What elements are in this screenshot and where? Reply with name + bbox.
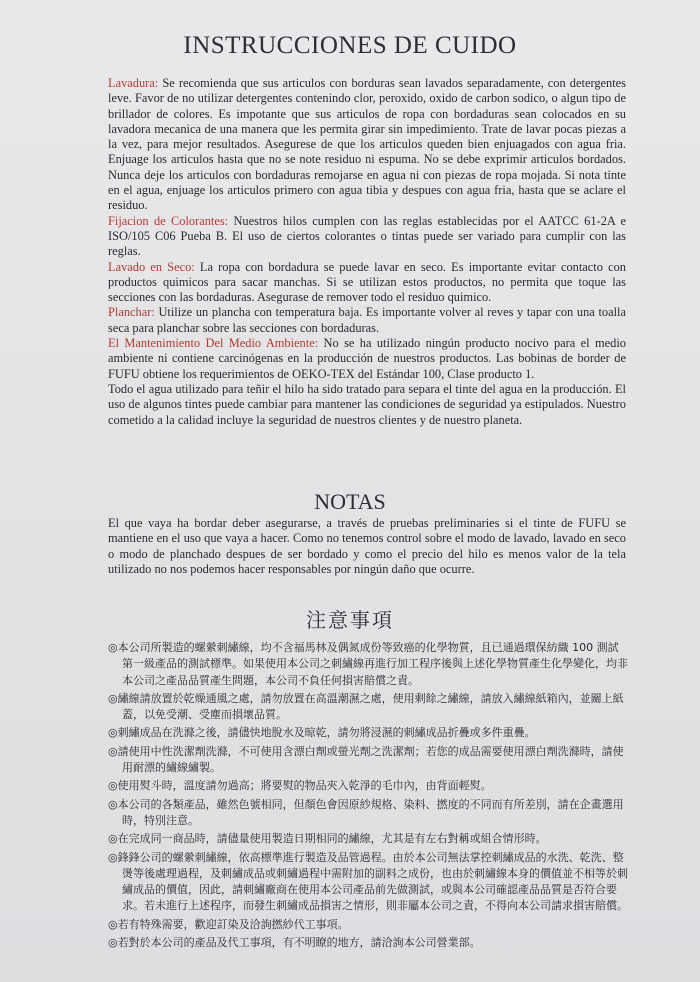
notes-title: NOTAS bbox=[314, 489, 386, 514]
section-label: Lavado en Seco: bbox=[108, 259, 195, 274]
notes-text: El que vaya ha bordar deber asegurarse, a través de pruebas preliminaries si el tinte de FUFU se mantiene en el uso que vaya a hacer. Como no tenemos control sobre el modo de lavado, lavado en seco o modo de planchado despues de ser bordado y como el precio del hilo es menos valor de la tela utilizado no nos podemos hacer responsables por ningún daño que ocurre. bbox=[108, 516, 626, 576]
section-label: Lavadura: bbox=[108, 76, 159, 90]
section-label: Fijacion de Colorantes: bbox=[108, 213, 229, 228]
zh-item: ◎請使用中性洗潔劑洗滌，不可使用含漂白劑或螢光劑之洗潔劑；若您的成品需要使用漂白劑洗滌時，請使用耐漂的繡線繡製。 bbox=[108, 744, 624, 775]
zh-item: ◎若有特殊需要，歡迎訂染及洽詢撚紗代工事項。 bbox=[108, 917, 349, 931]
section-label: El Mantenimiento Del Medio Ambiente: bbox=[108, 336, 319, 351]
zh-item: ◎刺繡成品在洗滌之後，請儘快地脫水及晾乾，請勿將浸濕的刺繡成品折疊或多件重疊。 bbox=[108, 726, 536, 740]
section-label: Planchar: bbox=[108, 305, 155, 320]
section-water-treatment bbox=[108, 382, 626, 428]
section-environment bbox=[108, 336, 626, 382]
section-text: Utilize un plancha con temperatura baja. Es importante volver al reves y tapar con una toalla seca para planchar sobre las secciones con bordaduras. bbox=[108, 305, 626, 335]
spanish-instructions bbox=[108, 76, 626, 428]
section-text: La ropa con bordadura se puede lavar en seco. Es importante evitar contacto con productos quimicos para sacar manchas. Si se utilizan estos productos, no permita que toque las secciones con las bordaduras. Asegurase de remover todo el residuo quimico. bbox=[108, 259, 626, 305]
zh-item: ◎在完成同一商品時，請儘量使用製造日期相同的繡線，尤其是有左右對稱或組合情形時。 bbox=[108, 832, 547, 846]
page-title: INSTRUCCIONES DE CUIDO bbox=[183, 32, 517, 59]
zh-item: ◎鋒鋒公司的螺縈刺繡線，依高標準進行製造及品管過程。由於本公司無法掌控刺繡成品的水洗、乾洗、整燙等後處理過程，及刺繡成品或刺繡過程中需附加的副料之成份，也由於刺繡線本身的價值並不相等於刺繡成品的價值，因此，請刺繡廠商在使用本公司產品前先做測試，或與本公司確認產品品質是否符合要求。若未進行上述程序，而發生刺繡成品損害之情形，則非屬本公司之責，不得向本公司請求損害賠償。 bbox=[108, 850, 628, 913]
section-text: Todo el agua utilizado para teñir el hilo ha sido tratado para separa el tinte del agua en la producción. El uso de algunos tintes puede cambiar para mantener las condiciones de seguridad ya estipulados. Nuestro cometido a la calidad incluye la seguridad de nuestros clientes y de nuestro planeta. bbox=[108, 381, 626, 427]
section-dry-cleaning bbox=[108, 260, 626, 306]
section-text: Se recomienda que sus articulos con borduras sean lavados separadamente, con detergentes leve. Favor de no utilizar detergentes contenindo clor, peroxido, oxido de carbon sodico, o algun tipo de brillador de colores. Es impotante que sus articulos de ropa con bordaduras sean colocados en su lavadora mecanica de una manera que les permita girar sin impedimiento. Trate de lavar pocas piezas a la vez, para mejor resultados. Asegurese de que los articulos queden bien enjuagados con agua fria. Enjuage los articulos hasta que no se note residuo ni espuma. No se debe exprimir articulos bordados. Nunca deje los articulos con bordaduras remojarse en agua ni con piezas de ropa mojada. Si nota tinte en el agua, enjuage los articulos primero con agua tibia y despues con agua fria, hasta que se aclare el residuo. bbox=[108, 76, 626, 213]
section-washing bbox=[108, 76, 626, 214]
chinese-instructions bbox=[108, 640, 628, 953]
section-text: No se ha utilizado ningún producto nocivo para el medio ambiente ni contiene carcinógenas en la producción de nuestros productos. Las bobinas de border de FUFU obtiene los requerimientos de OEKO-TEX del Estándar 100, Clase producto 1. bbox=[108, 336, 626, 381]
zh-item: ◎若對於本公司的產品及代工事項，有不明瞭的地方，請洽詢本公司營業部。 bbox=[108, 936, 481, 950]
section-color-fixing bbox=[108, 214, 626, 260]
zh-item: ◎本公司的各類產品，雖然色號相同，但顏色會因原紗規格、染料、撚度的不同而有所差別，請在企畫選用時，特別注意。 bbox=[108, 797, 624, 827]
chinese-title: 注意事項 bbox=[306, 608, 394, 632]
section-text: Nuestros hilos cumplen con las reglas establecidas por el AATCC 61-2A e ISO/105 C06 Pueba B. El uso de ciertos colorantes o tintas puede ser variado para cumplir con las reglas. bbox=[108, 213, 626, 259]
zh-item: ◎本公司所製造的螺縈刺繡線，均不含福馬林及偶氮成份等致癌的化學物質，且已通過環保紡織 100 測試第一級產品的測試標準。如果使用本公司之刺繡線再進行加工程序後與上述化學物質產生化學變化，均非本公司之產品品質產生問題，本公司不負任何損害賠償之責。 bbox=[108, 641, 628, 687]
section-ironing bbox=[108, 305, 626, 336]
zh-item: ◎繡線請放置於乾燥通風之處，請勿放置在高溫潮濕之處，使用剩餘之繡線，請放入繡線紙箱內，並關上紙蓋，以免受潮、受塵而損壞品質。 bbox=[108, 691, 624, 722]
zh-item: ◎使用熨斗時，溫度請勿過高；將要熨的物品夾入乾淨的毛巾內，由背面輕熨。 bbox=[108, 779, 492, 793]
